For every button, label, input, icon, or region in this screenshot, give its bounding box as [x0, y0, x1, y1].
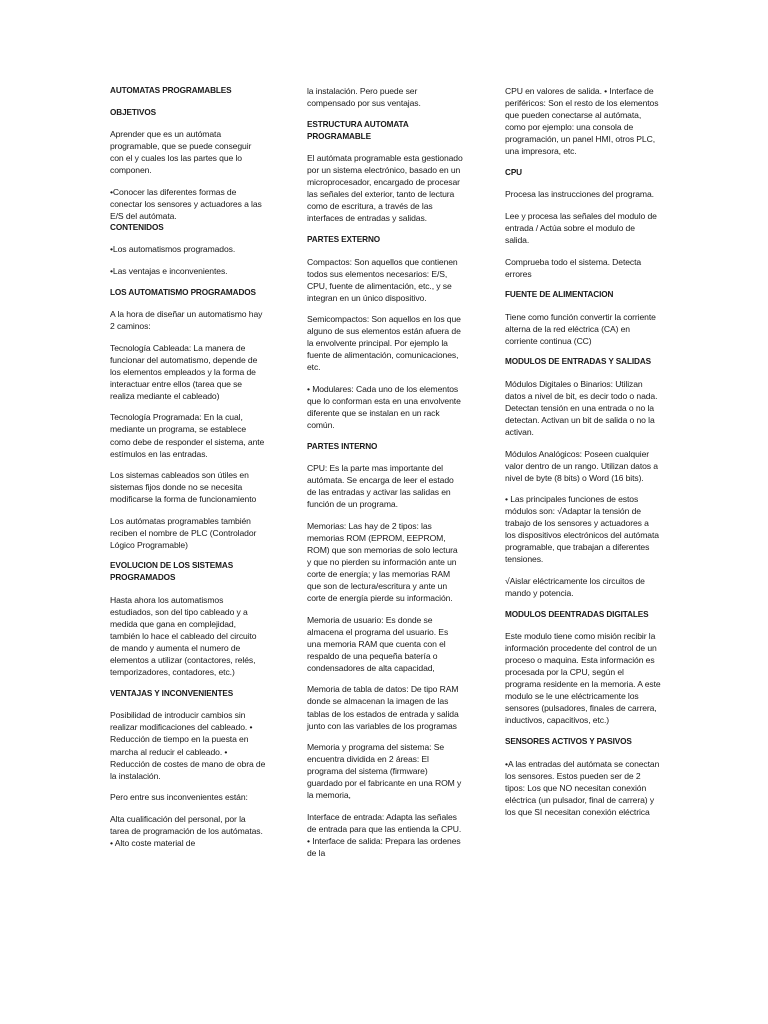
paragraph: Este modulo tiene como misión recibir la información procedente del control de un proceso o maquina. Esta información es procesada por la CPU, según el programa residente en la memoria. A este modulo se le une eléctricamente los sensores (pulsadores, finales de carrera, inductivos, capacitivos, etc.) [505, 631, 661, 726]
section-heading: FUENTE DE ALIMENTACION [505, 290, 614, 300]
paragraph: CPU en valores de salida. • Interface de periféricos: Son el resto de los elementos que pueden conectarse al autómata, como por ejemplo: una consola de programación, un panel HMI, otros PLC, una impresora, etc. [505, 86, 659, 157]
paragraph: Tecnología Programada: En la cual, mediante un programa, se establece como debe de responder el sistema, ante estímulos en las entradas. [110, 412, 265, 459]
paragraph: •Los automatismos programados. [110, 244, 236, 255]
paragraph: Tecnología Cableada: La manera de funcionar del automatismo, depende de los elementos empleados y la forma de interactuar entre ellos (tarea que se realiza mediante el cableado) [110, 342, 258, 401]
paragraph: Memorias: Las hay de 2 tipos: las memorias ROM (EPROM, EEPROM, ROM) que son memorias de solo lectura y que no pierden su información ante un corte de energía; y las memorias RAM que son de lectura/escritura y ante un corte de energía pierde su información. [307, 520, 458, 604]
paragraph: Lee y procesa las señales del modulo de entrada / Actúa sobre el modulo de salida. [505, 210, 657, 245]
paragraph: Memoria de usuario: Es donde se almacena el programa del usuario. Es una memoria RAM que cuenta con el respaldo de una pequeña batería o condensadores de alta capacidad, [307, 614, 449, 673]
paragraph: Aprender que es un autómata programable, que se puede conseguir con el y cuales los las partes que lo componen. [110, 129, 252, 176]
paragraph: Posibilidad de introducir cambios sin realizar modificaciones del cableado. • Reducción de tiempo en la puesta en marcha al reducir el cableado. • Reducción de costes de mano de obra de la instalación. [110, 710, 266, 781]
section-heading: LOS AUTOMATISMO PROGRAMADOS [110, 287, 256, 297]
paragraph: Procesa las instrucciones del programa. [505, 189, 654, 200]
paragraph: A la hora de diseñar un automatismo hay 2 caminos: [110, 309, 263, 332]
paragraph: Módulos Analógicos: Poseen cualquier valor dentro de un rango. Utilizan datos a nivel de byte (8 bits) o Word (16 bits). [505, 448, 658, 483]
section-heading: VENTAJAS Y INCONVENIENTES [110, 688, 234, 698]
paragraph: Los autómatas programables también reciben el nombre de PLC (Controlador Lógico Programable) [110, 515, 257, 550]
section-heading: CPU [505, 167, 522, 177]
paragraph: •Conocer las diferentes formas de conectar los sensores y actuadores a las E/S del autómata. [110, 186, 262, 221]
section-heading: ESTRUCTURA AUTOMATA PROGRAMABLE [307, 119, 409, 141]
paragraph: Memoria y programa del sistema: Se encuentra dividida en 2 áreas: El programa del sistema (firmware) guardado por el fabricante en una ROM y la memoria, [307, 742, 462, 801]
section-heading: MODULOS DEENTRADAS DIGITALES [505, 609, 649, 619]
paragraph: CPU: Es la parte mas importante del autómata. Se encarga de leer el estado de las entradas y activar las salidas en función de un programa. [307, 463, 454, 510]
paragraph: Memoria de tabla de datos: De tipo RAM donde se almacenan la imagen de las tablas de los estados de entrada y salida junto con las variables de los programas [307, 684, 459, 731]
paragraph: √Aislar eléctricamente los circuitos de mando y potencia. [505, 576, 645, 599]
paragraph: Pero entre sus inconvenientes están: [110, 792, 248, 803]
paragraph: Alta cualificación del personal, por la tarea de programación de los autómatas. • Alto coste material de [110, 813, 263, 848]
section-heading: PARTES EXTERNO [307, 234, 381, 244]
paragraph: El autómata programable esta gestionado por un sistema electrónico, basado en un microprocesador, encargado de procesar las señales del exterior, tanto de lectura como de escritura, a través de las interfaces de entradas y salidas. [307, 153, 463, 224]
paragraph: Los sistemas cableados son útiles en sistemas fijos donde no se necesita modificarse la forma de funcionamiento [110, 470, 257, 505]
paragraph: Comprueba todo el sistema. Detecta errores [505, 256, 642, 279]
section-heading: AUTOMATAS PROGRAMABLES [110, 86, 232, 95]
paragraph: •Las ventajas e inconvenientes. [110, 266, 228, 277]
paragraph: Interface de entrada: Adapta las señales de entrada para que las entienda la CPU. • Interface de salida: Prepara las ordenes de la [307, 811, 462, 858]
section-heading: PARTES INTERNO [307, 441, 378, 451]
paragraph: la instalación. Pero puede ser compensado por sus ventajas. [307, 86, 421, 109]
section-heading: SENSORES ACTIVOS Y PASIVOS [505, 737, 632, 747]
paragraph: Hasta ahora los automatismos estudiados, son del tipo cableado y a medida que gana en complejidad, también lo hace el cableado del circuito de mando y aumenta el numero de elementos a utilizar (contactores, relés, temporizadores, contadores, etc.) [110, 595, 257, 678]
paragraph: Semicompactos: Son aquellos en los que alguno de sus elementos están afuera de la envolvente principal. Por ejemplo la fuente de alimentación, comunicaciones, etc. [307, 314, 461, 373]
paragraph: • Modulares: Cada uno de los elementos que lo conforman esta en una envolvente diferente que se instalan en un rack común. [307, 383, 461, 431]
paragraph: • Las principales funciones de estos módulos son: √Adaptar la tensión de trabajo de los sensores y actuadores a los dispositivos electrónicos del autómata programable, que trabajan a diferentes tensiones. [505, 494, 659, 565]
section-heading: MODULOS DE ENTRADAS Y SALIDAS [505, 357, 652, 367]
section-heading: CONTENIDOS [110, 222, 164, 232]
section-heading: EVOLUCION DE LOS SISTEMAS PROGRAMADOS [110, 561, 234, 583]
text-column-3 [505, 85, 661, 827]
text-column-1 [110, 85, 266, 858]
paragraph: •A las entradas del autómata se conectan los sensores. Estos pueden ser de 2 tipos: Los que NO necesitan conexión eléctrica (un pulsador, final de carrera) y los que SI necesitan conexión eléctrica [505, 758, 660, 817]
paragraph: Módulos Digitales o Binarios: Utilizan datos a nivel de bit, es decir todo o nada. Detectan tensión en una entrada o no la detectan. Activan un bit de salida o no la activan. [505, 378, 658, 438]
paragraph: Tiene como función convertir la corriente alterna de la red eléctrica (CA) en corriente continua (CC) [505, 311, 656, 346]
paragraph: Compactos: Son aquellos que contienen todos sus elementos necesarios: E/S, CPU, fuente de alimentación, etc., y se integran en un único dispositivo. [307, 256, 458, 303]
text-column-2 [307, 85, 463, 869]
section-heading: OBJETIVOS [110, 107, 156, 117]
